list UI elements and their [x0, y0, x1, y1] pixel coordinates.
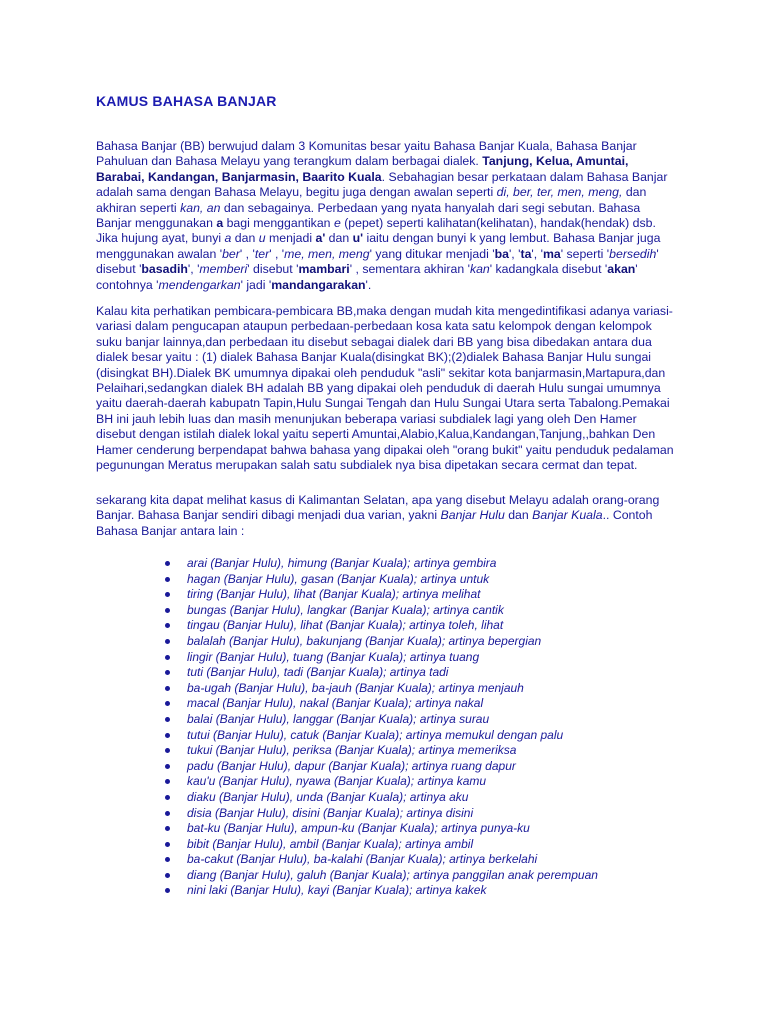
italic-term: mendengarkan — [158, 277, 241, 292]
text-run: ' disebut ' — [247, 262, 299, 277]
text-run: Bahasa Banjar (BB) berwujud dalam 3 Komunitas besar yaitu Bahasa Banjar Kuala, Bahasa Banjar Pahuluan dan Bahasa Melayu yang terangkum dalam berbagai dialek. — [96, 139, 637, 169]
example-list-item: ba-cakut (Banjar Hulu), ba-kalahi (Banjar Kuala); artinya berkelahi — [163, 852, 598, 868]
example-list-item: ba-ugah (Banjar Hulu), ba-jauh (Banjar Kuala); artinya menjauh — [163, 681, 598, 697]
bold-term: a' — [315, 231, 326, 246]
text-run: ' , ' — [239, 246, 255, 261]
text-run: ' kadangkala disebut ' — [489, 262, 608, 277]
text-run: ' jadi ' — [240, 277, 272, 292]
bold-term: akan — [607, 262, 636, 277]
text-run: ', ' — [531, 246, 543, 261]
bold-term: u' — [352, 231, 364, 246]
italic-term: u — [258, 231, 266, 246]
example-list-item: lingir (Banjar Hulu), tuang (Banjar Kuala); artinya tuang — [163, 650, 598, 666]
bold-term: ba — [494, 246, 509, 261]
text-run: dan — [504, 508, 533, 523]
example-list-item: macal (Banjar Hulu), nakal (Banjar Kuala); artinya nakal — [163, 696, 598, 712]
text-run: ' , ' — [269, 246, 285, 261]
italic-term: ter — [254, 246, 270, 261]
text-run: ' contohnya ' — [96, 262, 638, 292]
bold-term: ta — [520, 246, 532, 261]
example-list-item: tingau (Banjar Hulu), lihat (Banjar Kuala); artinya toleh, lihat — [163, 618, 598, 634]
bold-term: ma — [542, 246, 561, 261]
bold-term: a — [216, 216, 224, 231]
text-run: . Sebahagian besar perkataan dalam Bahasa Banjar adalah sama dengan Bahasa Melayu, begitu juga dengan awalan seperti — [96, 169, 668, 200]
text-run: ', ' — [508, 246, 521, 261]
bold-term: Tanjung, Kelua, Amuntai, Barabai, Kandangan, Banjarmasin, Baarito Kuala — [96, 154, 629, 184]
text-run: bagi menggantikan — [223, 216, 334, 231]
paragraph-dialects: Kalau kita perhatikan pembicara-pembicara BB,maka dengan mudah kita mengedintifikasi adanya variasi-variasi dalam pengucapan ataupun perbedaan-perbedaan kosa kata satu kelompok dengan kelompok suku banjar lainnya,dan perbedaan itu disebut sebagai dialek dari BB yang bisa dibedakan antara dua dialek besar yaitu : (1) dialek Bahasa Banjar Kuala(disingkat BK);(2)dialek Bahasa Banjar Hulu sungai (disingkat BH).Dialek BK umumnya dipakai oleh penduduk "asli" sekitar kota banjarmasin,Martapura,dan Pelaihari,sedangkan dialek BH adalah BB yang dipakai oleh penduduk di daerah Hulu sungai umumnya yaitu daerah-daerah kabupatn Tapin,Hulu Sungai Tengah dan Hulu Sungai Utara serta Tabalong.Pemakai BH ini jauh lebih luas dan masih menunjukan beberapa variasi subdialek lagi yang oleh Den Hamer disebut dengan istilah dialek lokal yaitu seperti Amuntai,Alabio,Kalua,Kandangan,Tanjung,,bahkan Den Hamer cenderung berpendapat bahwa bahasa yang dipakai oleh "orang bukit" yaitu penduduk pedalaman pegunungan Meratus merupakan salah satu subdialek nya bisa dipetakan secara cermat dan tepat. — [96, 304, 674, 473]
example-list-item: tuti (Banjar Hulu), tadi (Banjar Kuala); artinya tadi — [163, 665, 598, 681]
example-list-item: arai (Banjar Hulu), himung (Banjar Kuala); artinya gembira — [163, 556, 598, 572]
example-list-item: disia (Banjar Hulu), disini (Banjar Kuala); artinya disini — [163, 806, 598, 822]
italic-term: bersedih — [609, 246, 657, 261]
text-run: menjadi — [265, 231, 316, 246]
example-list-item: balalah (Banjar Hulu), bakunjang (Banjar Kuala); artinya bepergian — [163, 634, 598, 650]
italic-term: Banjar Kuala — [532, 508, 603, 523]
text-run: ' seperti ' — [560, 246, 610, 261]
example-list-item: bat-ku (Banjar Hulu), ampun-ku (Banjar Kuala); artinya punya-ku — [163, 821, 598, 837]
text-run: (pepet) seperti kalihatan(kelihatan), handak(hendak) dsb. Jika hujung ayat, bunyi — [96, 216, 656, 246]
italic-term: ber — [222, 246, 240, 261]
text-run: dan — [325, 231, 353, 246]
example-list-item: kau'u (Banjar Hulu), nyawa (Banjar Kuala); artinya kamu — [163, 774, 598, 790]
example-list-item: nini laki (Banjar Hulu), kayi (Banjar Kuala); artinya kakek — [163, 883, 598, 899]
example-list-item: balai (Banjar Hulu), langgar (Banjar Kuala); artinya surau — [163, 712, 598, 728]
text-run: dan akhiran seperti — [96, 185, 647, 215]
italic-term: Banjar Hulu — [440, 508, 505, 523]
italic-term: me, men, meng — [284, 246, 370, 261]
example-list-item: tutui (Banjar Hulu), catuk (Banjar Kuala); artinya memukul dengan palu — [163, 728, 598, 744]
italic-term: di, ber, ter, men, meng, — [496, 185, 623, 200]
example-list-item: bungas (Banjar Hulu), langkar (Banjar Kuala); artinya cantik — [163, 603, 598, 619]
italic-term: kan, an — [180, 200, 221, 215]
example-list-item: bibit (Banjar Hulu), ambil (Banjar Kuala); artinya ambil — [163, 837, 598, 853]
italic-term: a — [224, 231, 232, 246]
text-run: sekarang kita dapat melihat kasus di Kalimantan Selatan, apa yang disebut Melayu adalah orang-orang Banjar. Bahasa Banjar sendiri dibagi menjadi dua varian, yakni — [96, 493, 660, 523]
examples-list — [163, 556, 598, 899]
text-run: dan — [231, 231, 259, 246]
document-title: KAMUS BAHASA BANJAR — [96, 93, 277, 109]
italic-term: e — [333, 216, 341, 231]
example-list-item: padu (Banjar Hulu), dapur (Banjar Kuala); artinya ruang dapur — [163, 759, 598, 775]
paragraph-intro — [96, 139, 676, 293]
example-list-item: diaku (Banjar Hulu), unda (Banjar Kuala); artinya aku — [163, 790, 598, 806]
text-run: ' disebut ' — [96, 246, 659, 277]
bold-term: mandangarakan — [271, 277, 366, 292]
bold-term: basadih — [141, 262, 188, 277]
example-list-item: tiring (Banjar Hulu), lihat (Banjar Kuala); artinya melihat — [163, 587, 598, 603]
italic-term: kan — [469, 262, 490, 277]
paragraph-examples-intro — [96, 493, 676, 539]
bold-term: mambari — [298, 262, 350, 277]
text-run: iaitu dengan bunyi k yang lembut. Bahasa Banjar juga menggunakan awalan ' — [96, 231, 661, 261]
example-list-item: diang (Banjar Hulu), galuh (Banjar Kuala); artinya panggilan anak perempuan — [163, 868, 598, 884]
italic-term: memberi — [199, 262, 248, 277]
example-list-item: tukui (Banjar Hulu), periksa (Banjar Kuala); artinya memeriksa — [163, 743, 598, 759]
text-run: .. Contoh Bahasa Banjar antara lain : — [96, 508, 653, 538]
text-run: ' , sementara akhiran ' — [349, 262, 470, 277]
example-list-item: hagan (Banjar Hulu), gasan (Banjar Kuala); artinya untuk — [163, 572, 598, 588]
text-run: '. — [365, 277, 372, 292]
text-run: ' yang ditukar menjadi ' — [369, 246, 495, 261]
text-run: ', ' — [187, 262, 200, 277]
text-run: dan sebagainya. Perbedaan yang nyata hanyalah dari segi sebutan. Bahasa Banjar menggunakan — [96, 200, 641, 231]
